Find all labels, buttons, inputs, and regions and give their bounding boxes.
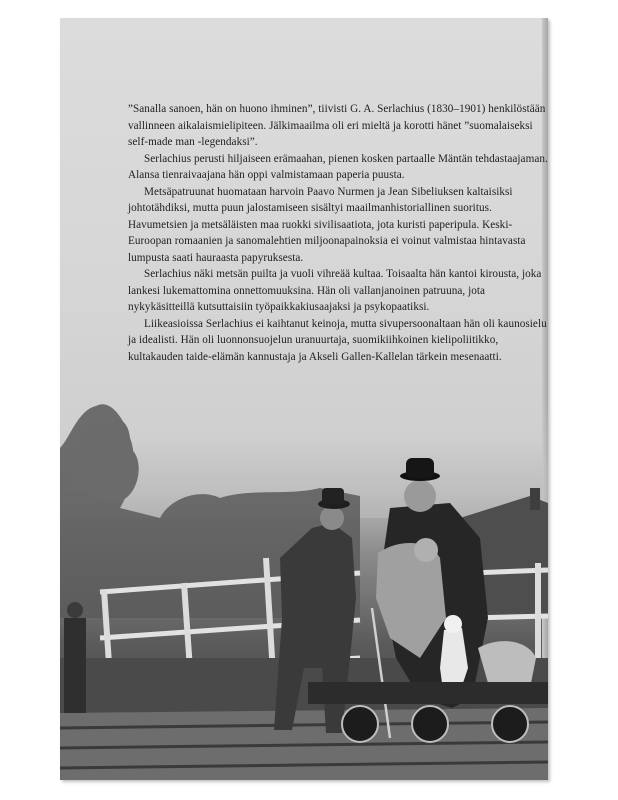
blurb-paragraph: Liikeasioissa Serlachius ei kaihtanut keinoja, mutta sivupersoonaltaan hän oli kaunosielu ja idealisti. Hän oli luonnonsuojelun uranuurtaja, suomikiihkoinen kielipoliitikko, kultakauden taide-elämän kannustaja ja Akseli Gallen-Kallelan tärkein mesenaatti. [128, 317, 547, 363]
back-cover-blurb [128, 101, 548, 365]
blurb-paragraph: Serlachius perusti hiljaiseen erämaahan, pienen kosken partaalle Mäntän tehdastaajaman. Alansa tienraivaajana hän oppi valmistamaan paperia puusta. [128, 152, 548, 181]
blurb-paragraph: Serlachius näki metsän puilta ja vuoli vihreää kultaa. Toisaalta hän kantoi kirousta, joka lankesi lukemattomina onnettomuuksina. Hän oli vallanjanoinen patruuna, jota nykykäsitteillä kutsuttaisiin työpaikkakiusaajaksi ja psykopaatiksi. [128, 268, 542, 313]
blurb-paragraph: Metsäpatruunat huomataan harvoin Paavo Nurmen ja Jean Sibeliuksen kaltaisiksi johtotähdiksi, mutta puun jalostamiseen sisältyi maailmanhistoriallinen suoritus. Havumetsien ja metsäläisten maa ruokki sivilisaatiota, jota kuristi paperipula. Keski-Euroopan romaanien ja sanomalehtien miljoonapainoksia ei voinut valmistaa hintavasta lumpusta saati hauraasta papyruksesta. [128, 185, 526, 264]
blurb-paragraph: ”Sanalla sanoen, hän on huono ihminen”, tiivisti G. A. Serlachius (1830–1901) henkilöstään vallinneen aikalaismielipiteen. Jälkimaailma oli eri mieltä ja korotti hänet ”suomalaiseksi self-made man -legendaksi”. [128, 103, 546, 148]
book-back-cover [60, 18, 548, 780]
